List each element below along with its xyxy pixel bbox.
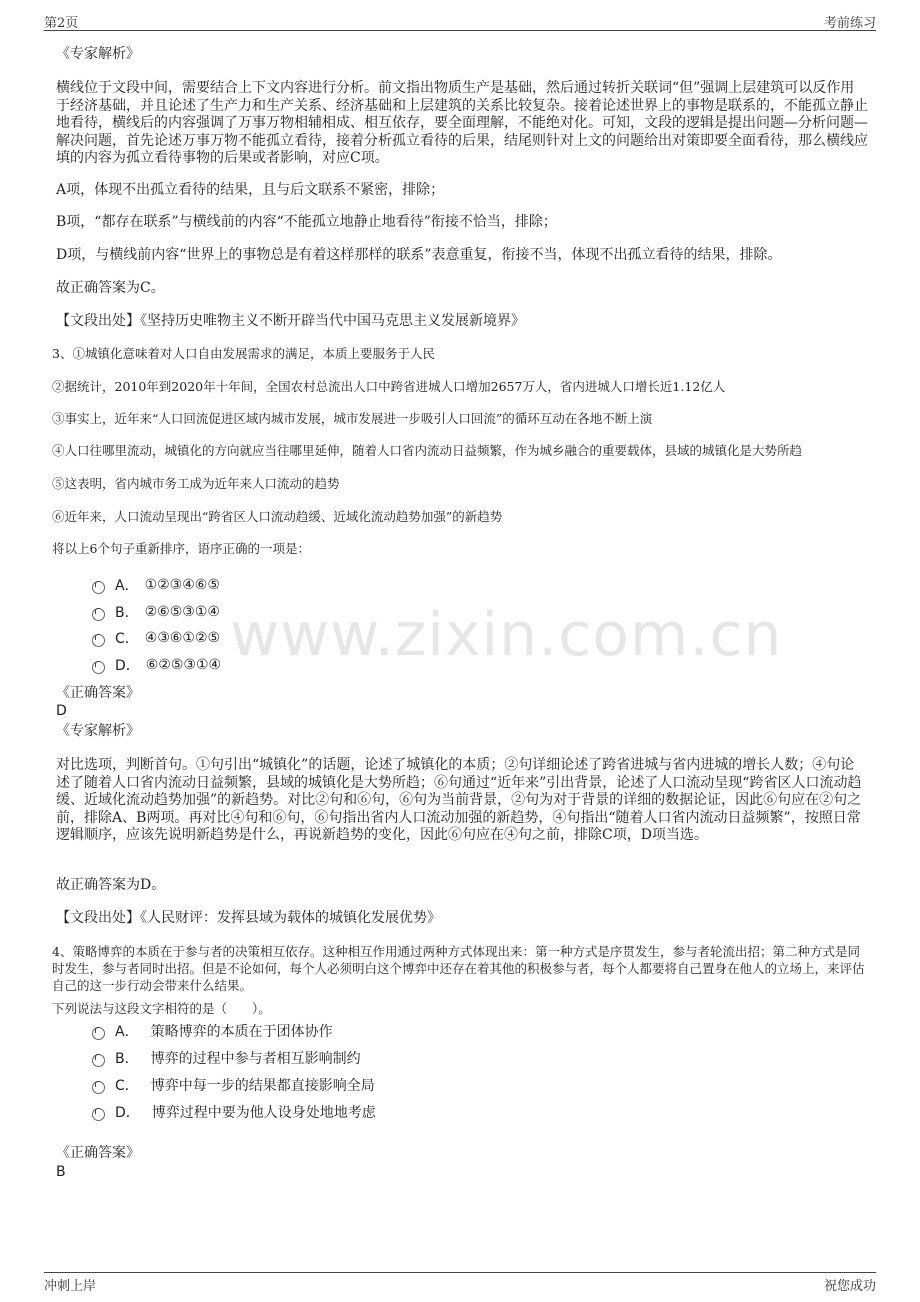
- q3-correct-answer: D: [56, 703, 67, 719]
- footer-left: 冲刺上岸: [44, 1279, 97, 1294]
- option-label: A．: [115, 578, 139, 594]
- q4-stem: 4、策略博弈的本质在于参与者的决策相互依存。这种相互作用通过两种方式体现出来：第一种方式是序贯发生，参与者轮流出招；第二种方式是同时发生，参与者同时出招。但是不论如何，每个人必须明白这个博弈中还存在着其他的积极参与者，每个人都要将自己置身在他人的立场上，来评估自己的这一步行动会带来什么结果。: [52, 944, 865, 993]
- radio-icon[interactable]: [92, 661, 105, 674]
- q3-correct-title: 《正确答案》: [56, 685, 140, 701]
- radio-icon[interactable]: [92, 581, 105, 594]
- header-title: 考前练习: [823, 16, 876, 31]
- q3-option-d[interactable]: [92, 655, 221, 675]
- q4-option-b[interactable]: [92, 1048, 361, 1068]
- option-text: 博弈的过程中参与者相互影响制约: [150, 1051, 361, 1067]
- q2-source: 【文段出处】《坚持历史唯物主义不断开辟当代中国马克思主义发展新境界》: [56, 313, 525, 329]
- radio-icon[interactable]: [92, 1027, 105, 1040]
- footer-right: 祝您成功: [823, 1279, 876, 1294]
- q2-option-b-analysis: B项，“都存在联系”与横线前的内容“不能孤立地静止地看待”衔接不恰当，排除；: [56, 214, 557, 230]
- q3-option-a[interactable]: [92, 575, 220, 595]
- q2-option-d-analysis: D项，与横线前内容“世界上的事物总是有着这样那样的联系”表意重复，衔接不当，体现不出孤立看待的结果，排除。: [56, 247, 782, 263]
- page-header: [44, 10, 876, 31]
- option-label: B．: [115, 605, 139, 621]
- option-label: D．: [115, 658, 140, 674]
- option-label: A．: [115, 1024, 139, 1040]
- option-label: C．: [115, 1078, 139, 1094]
- q3-source: 【文段出处】《人民财评：发挥县域为载体的城镇化发展优势》: [56, 910, 441, 926]
- radio-icon[interactable]: [92, 1054, 105, 1067]
- q3-option-b[interactable]: [92, 602, 220, 622]
- option-text: 博弈过程中要为他人设身处地地考虑: [151, 1105, 376, 1121]
- q4-option-c[interactable]: [92, 1075, 375, 1095]
- q3-option-c[interactable]: [92, 628, 220, 648]
- q3-sentence-6: ⑥近年来，人口流动呈现出“跨省区人口流动趋缓、近域化流动趋势加强”的新趋势: [52, 509, 503, 524]
- option-label: C．: [115, 631, 139, 647]
- radio-icon[interactable]: [92, 1081, 105, 1094]
- option-text: 博弈中每一步的结果都直接影响全局: [150, 1078, 375, 1094]
- q2-analysis: 横线位于文段中间，需要结合上下文内容进行分析。前文指出物质生产是基础，然后通过转折关联词“但”强调上层建筑可以反作用于经济基础，并且论述了生产力和生产关系、经济基础和上层建筑的关系比较复杂。接着论述世界上的事物是联系的，不能孤立静止地看待，横线后的内容强调了万事万物相辅相成、相互依存，要全面理解，不能绝对化。可知，文段的逻辑是提出问题—分析问题—解决问题，首先论述万事万物不能孤立看待，接着分析孤立看待的后果，结尾则针对上文的问题给出对策即要全面看待，那么横线应填的内容为孤立看待事物的后果或者影响，对应C项。: [56, 80, 868, 166]
- radio-icon[interactable]: [92, 608, 105, 621]
- q4-correct-answer: B: [56, 1164, 66, 1180]
- q4-prompt: 下列说法与这段文字相符的是（ ）。: [52, 1001, 271, 1016]
- q3-analysis: 对比选项，判断首句。①句引出“城镇化”的话题，论述了城镇化的本质；②句详细论述了跨省进城与省内进城的增长人数；④句论述了随着人口省内流动日益频繁，县域的城镇化是大势所趋；⑥句通过“近年来”引出背景，论述了人口流动呈现“跨省区人口流动趋缓、近域化流动趋势加强”的新趋势。对比②句和⑥句，⑥句为当前背景，②句为对于背景的详细的数据论证，因此⑥句应在②句之前，排除A、B两项。再对比④句和⑥句，⑥句指出省内人口流动加强的新趋势，④句指出“随着人口省内流动日益频繁”，按照日常逻辑顺序，应该先说明新趋势是什么，再说新趋势的变化，因此⑥句应在④句之前，排除C项，D项当选。: [56, 757, 862, 843]
- q3-sentence-1: 3、①城镇化意味着对人口自由发展需求的满足，本质上要服务于人民: [52, 346, 435, 361]
- q3-prompt: 将以上6个句子重新排序，语序正确的一项是：: [52, 541, 310, 556]
- q2-option-a-analysis: A项，体现不出孤立看待的结果，且与后文联系不紧密，排除；: [56, 182, 445, 198]
- option-text: ⑥②⑤③①④: [145, 657, 222, 673]
- q4-correct-title: 《正确答案》: [56, 1145, 140, 1161]
- option-label: D．: [115, 1105, 140, 1121]
- option-text: ④③⑥①②⑤: [144, 630, 221, 646]
- q3-sentence-4: ④人口往哪里流动，城镇化的方向就应当往哪里延伸，随着人口省内流动日益频繁，作为城乡融合的重要载体，县域的城镇化是大势所趋: [52, 443, 803, 458]
- q3-sentence-3: ③事实上，近年来“人口回流促进区域内城市发展，城市发展进一步吸引人口回流”的循环互动在各地不断上演: [52, 411, 653, 426]
- q3-sentence-2: ②据统计，2010年到2020年十年间，全国农村总流出人口中跨省进城人口增加2657万人，省内进城人口增长近1.12亿人: [52, 379, 726, 394]
- option-text: 策略博弈的本质在于团体协作: [150, 1024, 333, 1040]
- q4-option-d[interactable]: [92, 1102, 376, 1122]
- page-footer: [44, 1272, 876, 1295]
- q4-option-a[interactable]: [92, 1021, 333, 1041]
- radio-icon[interactable]: [92, 1108, 105, 1121]
- q3-analysis-title: 《专家解析》: [56, 723, 140, 739]
- page-number: 第2页: [44, 16, 79, 31]
- option-text: ①②③④⑥⑤: [144, 577, 220, 593]
- watermark: www.zixin.com.cn: [230, 600, 783, 670]
- option-label: B．: [115, 1051, 139, 1067]
- radio-icon[interactable]: [92, 634, 105, 647]
- option-text: ②⑥⑤③①④: [144, 604, 220, 620]
- q2-analysis-title: 《专家解析》: [56, 46, 140, 62]
- q3-sentence-5: ⑤这表明，省内城市务工成为近年来人口流动的趋势: [52, 476, 340, 491]
- q3-answer: 故正确答案为D。: [56, 877, 166, 893]
- q2-answer: 故正确答案为C。: [56, 280, 165, 296]
